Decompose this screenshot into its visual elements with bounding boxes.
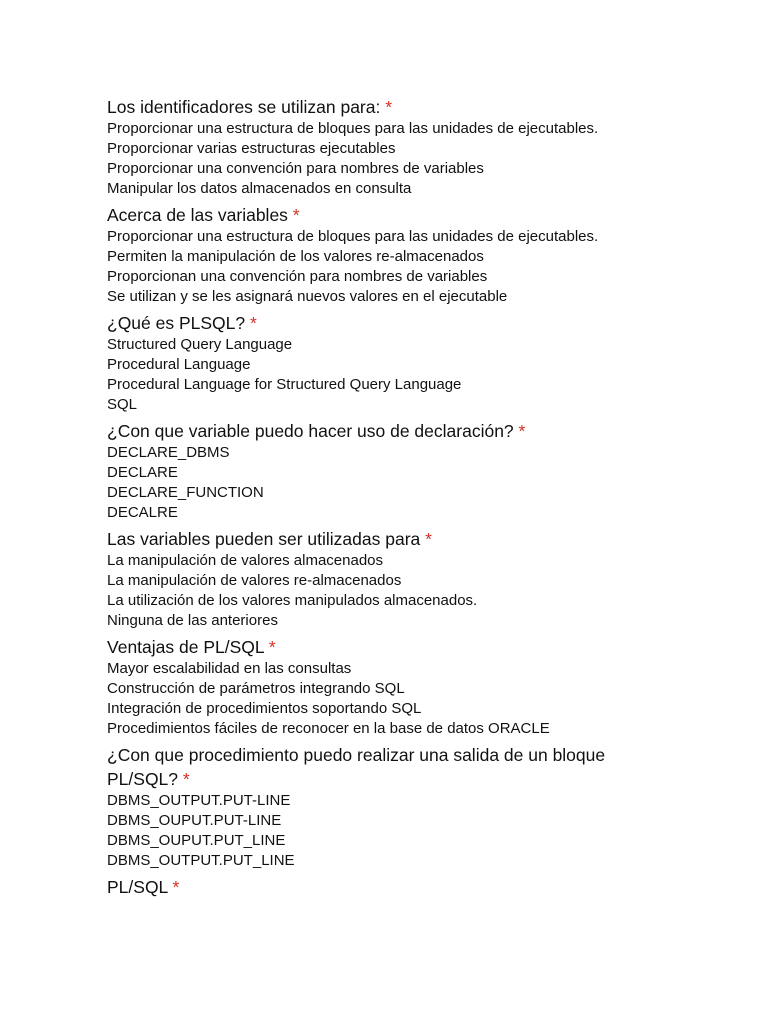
question-block [107,95,667,199]
option-item: Proporcionar una estructura de bloques para las unidades de ejecutables. [107,120,599,137]
option-item: DECALRE [107,504,178,521]
option-item: Mayor escalabilidad en las consultas [107,660,352,677]
option-list [107,335,667,415]
question-block [107,635,667,739]
required-asterisk: * [425,529,432,549]
required-asterisk: * [250,313,257,333]
required-asterisk: * [182,769,190,789]
option-item: SQL [107,396,138,413]
required-asterisk: * [292,205,300,225]
option-item: La manipulación de valores almacenados [107,552,384,569]
option-item: DBMS_OUTPUT.PUT_LINE [107,852,295,869]
question-block [107,311,667,415]
option-list [107,443,667,523]
question-block [107,203,667,307]
required-asterisk: * [172,877,180,897]
question-text: Ventajas de PL/SQL * [107,637,276,657]
option-item: Integración de procedimientos soportando SQL [107,700,422,717]
option-list [107,551,667,631]
required-asterisk: * [518,421,526,441]
option-item: Construcción de parámetros integrando SQL [107,680,405,697]
option-item: DECLARE_DBMS [107,444,230,461]
question-text: ¿Con que variable puedo hacer uso de declaración? * [107,421,526,441]
option-item: La manipulación de valores re-almacenados [107,572,402,589]
option-item: DECLARE_FUNCTION [107,484,264,501]
question-text: ¿Con que procedimiento puedo realizar una salida de un bloque PL/SQL? * [107,745,606,789]
option-item: DECLARE [107,464,178,481]
quiz-document [107,95,667,899]
question-text: ¿Qué es PLSQL? * [107,313,257,333]
required-asterisk: * [385,97,393,117]
question-text: Las variables pueden ser utilizadas para * [107,529,432,549]
option-list [107,659,667,739]
question-block [107,743,667,871]
option-item: DBMS_OUTPUT.PUT-LINE [107,792,291,809]
option-item: Procedural Language [107,356,251,373]
question-text: Los identificadores se utilizan para: * [107,97,393,117]
option-list [107,791,667,871]
option-item: La utilización de los valores manipulados almacenados. [107,592,478,609]
option-list [107,119,667,199]
option-item: Procedimientos fáciles de reconocer en la base de datos ORACLE [107,720,550,737]
option-item: Ninguna de las anteriores [107,612,278,629]
question-block [107,527,667,631]
option-item: Permiten la manipulación de los valores re-almacenados [107,248,484,265]
option-item: Proporcionan una convención para nombres de variables [107,268,488,285]
option-item: Proporcionar una estructura de bloques para las unidades de ejecutables. [107,228,599,245]
option-item: Proporcionar una convención para nombres de variables [107,160,484,177]
question-block [107,419,667,523]
option-item: Proporcionar varias estructuras ejecutables [107,140,396,157]
question-text: PL/SQL * [107,877,180,897]
option-item: Procedural Language for Structured Query Language [107,376,462,393]
question-block [107,875,667,899]
option-item: Structured Query Language [107,336,293,353]
option-item: Se utilizan y se les asignará nuevos valores en el ejecutable [107,288,508,305]
option-item: Manipular los datos almacenados en consulta [107,180,412,197]
question-text: Acerca de las variables * [107,205,300,225]
option-item: DBMS_OUPUT.PUT-LINE [107,812,282,829]
option-item: DBMS_OUPUT.PUT_LINE [107,832,286,849]
option-list [107,227,667,307]
required-asterisk: * [268,637,276,657]
